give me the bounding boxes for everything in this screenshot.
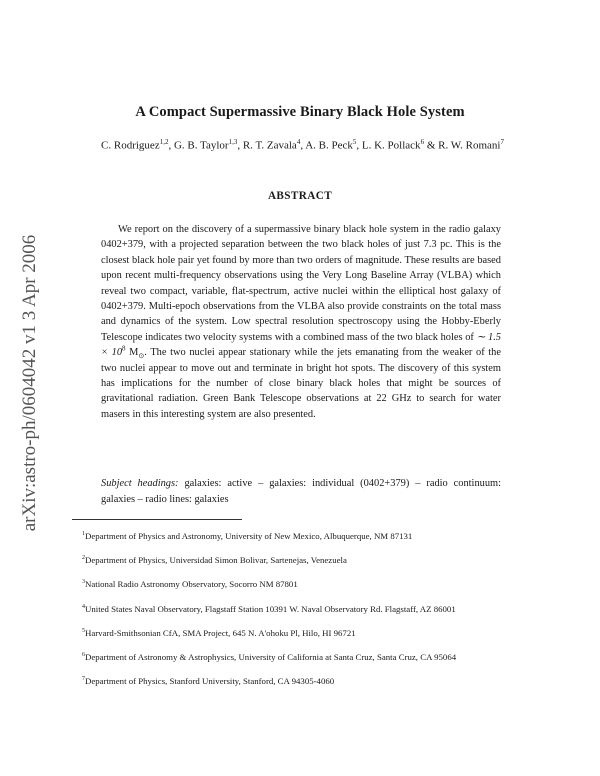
affiliation-mark: 7 [500, 138, 504, 146]
footnote-rule [72, 519, 242, 520]
footnote: $^2$Department of Physics, Universidad Simon Bolivar, Sartenejas, Venezuela [82, 555, 347, 566]
arxiv-identifier-stamp: arXiv:astro-ph/0604042 v1 3 Apr 2006 [19, 234, 40, 532]
author-name: L. K. Pollack [361, 139, 421, 152]
affiliation-mark: 6 [420, 138, 425, 146]
author-name: G. B. Taylor [173, 139, 229, 152]
affiliation-mark: 1,2 [159, 138, 169, 146]
footnote: $^4$United States Naval Observatory, Flagstaff Station 10391 W. Naval Observatory Rd. Flagstaff, AZ 86001 [82, 603, 456, 614]
author-name: A. B. Peck [305, 139, 353, 152]
paper-title: A Compact Supermassive Binary Black Hole System [135, 104, 465, 120]
abstract-body: We report on the discovery of a supermassive binary black hole system in the radio galaxy 0402+379, with a projected separation between the two black holes of just 7.3 pc. This is the closest black hole pair yet found by more than two orders of magnitude. These results are based upon recent multi-frequency observations using the Very Long Baseline Array (VLBA) which reveal two compact, variable, flat-spectrum, active nuclei within the elliptical host galaxy of 0402+379. Multi-epoch observations from the VLBA also provide constraints on the total mass and dynamics of the system. Low spectral resolution spectroscopy using the Hobby-Eberly Telescope indicates two velocity systems with a combined mass of the two black holes of ∼ $1.5 \times 10^8$ $M_⊙$. The two nuclei appear stationary while the jets emanating from the weaker of the two nuclei appear to move out and terminate in bright hot spots. The discovery of this system has implications for the number of close binary black holes that might be sources of gravitational radiation. Green Bank Telescope observations at 22 GHz to search for water masers in this interesting system are also presented. [101, 224, 501, 420]
affiliation-mark: 4 [296, 138, 301, 146]
footnote: $^5$Harvard-Smithsonian CfA, SMA Project, 645 N. A'ohoku Pl, Hilo, HI 96721 [82, 627, 356, 638]
affiliation-mark: 1,3 [228, 138, 238, 146]
affiliation-mark: 5 [352, 138, 357, 146]
author-name: R. T. Zavala [242, 139, 297, 152]
author-name: R. W. Romani [438, 139, 501, 152]
author-name: C. Rodriguez [101, 139, 160, 152]
footnote: $^7$Department of Physics, Stanford University, Stanford, CA 94305-4060 [82, 676, 335, 687]
footnote-list [72, 528, 532, 698]
author-list: C. Rodriguez$^{1,2}$, G. B. Taylor$^{1,3}$, R. T. Zavala$^4$, A. B. Peck$^5$, L. K. Pollack$^6$ & R. W. Romani$^7$ [101, 138, 504, 152]
footnote: $^1$Department of Physics and Astronomy, University of New Mexico, Albuquerque, NM 87131 [82, 530, 413, 541]
subject-headings [101, 476, 501, 508]
footnote: $^6$Department of Astronomy & Astrophysics, University of California at Santa Cruz, Santa Cruz, CA 95064 [82, 652, 457, 663]
subject-headings-text: galaxies: active – galaxies: individual (0402+379) – radio continuum: galaxies – radio lines: galaxies [101, 478, 501, 505]
subject-headings-label: Subject headings: [101, 478, 179, 489]
footnote: $^3$National Radio Astronomy Observatory, Socorro NM 87801 [82, 579, 298, 590]
mass-expression: ∼ 1.5 × 10 [101, 331, 501, 359]
abstract-heading: ABSTRACT [267, 190, 333, 202]
